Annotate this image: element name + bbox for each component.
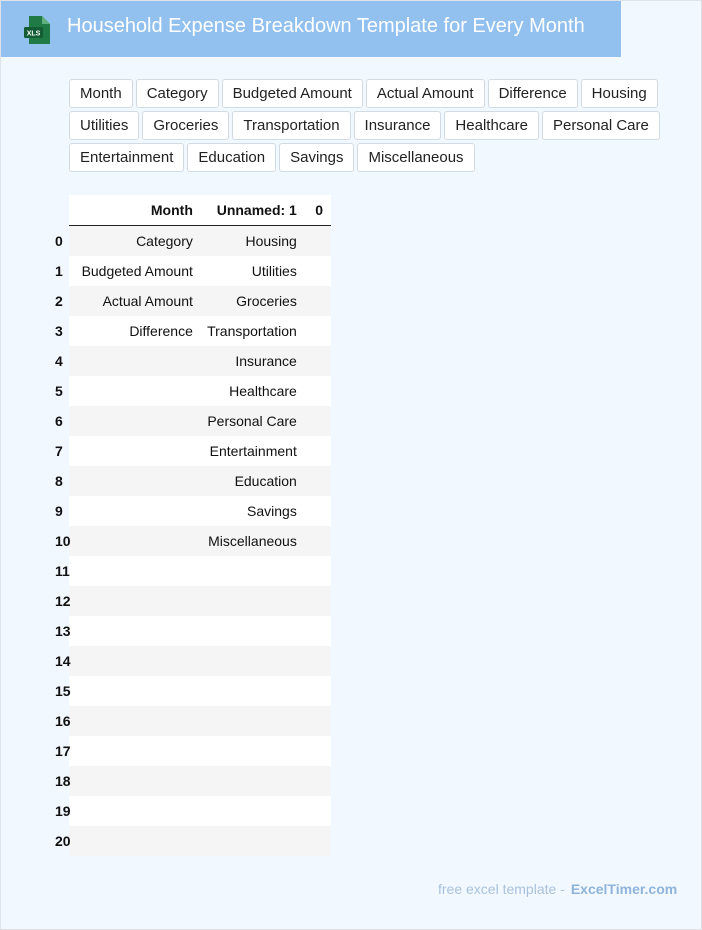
cell-0 [297, 586, 331, 616]
cell-unnamed-1: Savings [207, 496, 297, 526]
cell-unnamed-1: Personal Care [207, 406, 297, 436]
table-row [69, 316, 331, 346]
cell-unnamed-1: Insurance [207, 346, 297, 376]
data-table-container [55, 195, 331, 856]
table-row [69, 826, 331, 856]
table-row [69, 406, 331, 436]
cell-0 [297, 646, 331, 676]
row-index: 11 [55, 563, 70, 579]
column-tag: Budgeted Amount [222, 79, 363, 108]
cell-month: Actual Amount [102, 293, 193, 309]
column-tag: Actual Amount [366, 79, 485, 108]
table-row [69, 526, 331, 556]
cell-0 [297, 346, 331, 376]
row-index: 4 [55, 353, 63, 369]
row-index: 12 [55, 593, 71, 609]
cell-month: Difference [129, 323, 193, 339]
cell-unnamed-1: Healthcare [207, 376, 297, 406]
column-tag: Groceries [142, 111, 229, 140]
cell-unnamed-1 [207, 586, 297, 616]
cell-0 [297, 496, 331, 526]
table-row [69, 796, 331, 826]
cell-0 [297, 436, 331, 466]
cell-0 [297, 256, 331, 286]
column-header-0: 0 [297, 195, 331, 226]
column-tag: Category [136, 79, 219, 108]
cell-unnamed-1 [207, 766, 297, 796]
column-tag: Month [69, 79, 133, 108]
cell-0 [297, 616, 331, 646]
row-index: 3 [55, 323, 63, 339]
column-tag: Housing [581, 79, 658, 108]
cell-0 [297, 706, 331, 736]
table-row [69, 736, 331, 766]
cell-unnamed-1 [207, 826, 297, 856]
table-row [69, 346, 331, 376]
column-header-unnamed-1: Unnamed: 1 [207, 195, 297, 226]
row-index: 18 [55, 773, 71, 789]
row-index: 16 [55, 713, 71, 729]
cell-unnamed-1 [207, 616, 297, 646]
row-index: 14 [55, 653, 71, 669]
footer-credit [438, 881, 677, 897]
row-index: 6 [55, 413, 63, 429]
cell-unnamed-1 [207, 646, 297, 676]
cell-unnamed-1: Utilities [207, 256, 297, 286]
table-row [69, 646, 331, 676]
column-tag: Savings [279, 143, 354, 172]
xls-icon-label: XLS [26, 30, 41, 38]
cell-0 [297, 556, 331, 586]
table-row [69, 616, 331, 646]
cell-0 [297, 406, 331, 436]
row-index: 15 [55, 683, 71, 699]
header-banner [1, 1, 621, 57]
table-row [69, 766, 331, 796]
cell-unnamed-1: Transportation [207, 316, 297, 346]
cell-0 [297, 466, 331, 496]
table-row [69, 466, 331, 496]
table-row [69, 556, 331, 586]
row-index: 17 [55, 743, 71, 759]
table-row [69, 226, 331, 257]
column-tag: Transportation [232, 111, 350, 140]
column-tag: Entertainment [69, 143, 184, 172]
cell-unnamed-1 [207, 556, 297, 586]
table-row [69, 286, 331, 316]
cell-0 [297, 826, 331, 856]
cell-0 [297, 526, 331, 556]
row-index: 8 [55, 473, 63, 489]
cell-unnamed-1: Education [207, 466, 297, 496]
table-row [69, 376, 331, 406]
table-row [69, 586, 331, 616]
column-tag: Insurance [354, 111, 442, 140]
cell-0 [297, 676, 331, 706]
column-tag: Miscellaneous [357, 143, 474, 172]
cell-0 [297, 736, 331, 766]
cell-month: Budgeted Amount [81, 263, 193, 279]
row-index: 13 [55, 623, 71, 639]
row-index: 19 [55, 803, 71, 819]
table-row [69, 496, 331, 526]
footer-brand-link[interactable]: ExcelTimer.com [570, 881, 678, 897]
cell-0 [297, 376, 331, 406]
table-row [69, 436, 331, 466]
column-tag: Utilities [69, 111, 139, 140]
cell-0 [297, 316, 331, 346]
row-index: 20 [55, 833, 71, 849]
table-header-row [69, 195, 331, 226]
footer-text: free excel template - [438, 881, 565, 897]
cell-0 [297, 766, 331, 796]
cell-unnamed-1: Housing [207, 226, 297, 257]
row-index: 10 [55, 533, 71, 549]
column-tag-list [69, 79, 669, 175]
table-row [69, 676, 331, 706]
cell-unnamed-1 [207, 706, 297, 736]
cell-unnamed-1 [207, 796, 297, 826]
cell-0 [297, 226, 331, 257]
column-tag: Healthcare [444, 111, 539, 140]
column-tag: Education [187, 143, 276, 172]
column-tag: Personal Care [542, 111, 660, 140]
cell-unnamed-1: Miscellaneous [207, 526, 297, 556]
row-index: 9 [55, 503, 63, 519]
cell-unnamed-1 [207, 736, 297, 766]
page-title: Household Expense Breakdown Template for Every Month [67, 15, 585, 37]
cell-0 [297, 796, 331, 826]
row-index: 5 [55, 383, 63, 399]
row-index: 2 [55, 293, 63, 309]
cell-0 [297, 286, 331, 316]
cell-unnamed-1 [207, 676, 297, 706]
row-index: 1 [55, 263, 63, 279]
table-row [69, 706, 331, 736]
data-table [55, 195, 331, 856]
table-row [69, 256, 331, 286]
row-index: 0 [55, 233, 63, 249]
row-index: 7 [55, 443, 63, 459]
cell-unnamed-1: Entertainment [207, 436, 297, 466]
column-tag: Difference [488, 79, 578, 108]
cell-unnamed-1: Groceries [207, 286, 297, 316]
xls-file-icon [23, 15, 51, 45]
cell-month: Category [136, 233, 193, 249]
column-header-month: Month [69, 195, 207, 226]
